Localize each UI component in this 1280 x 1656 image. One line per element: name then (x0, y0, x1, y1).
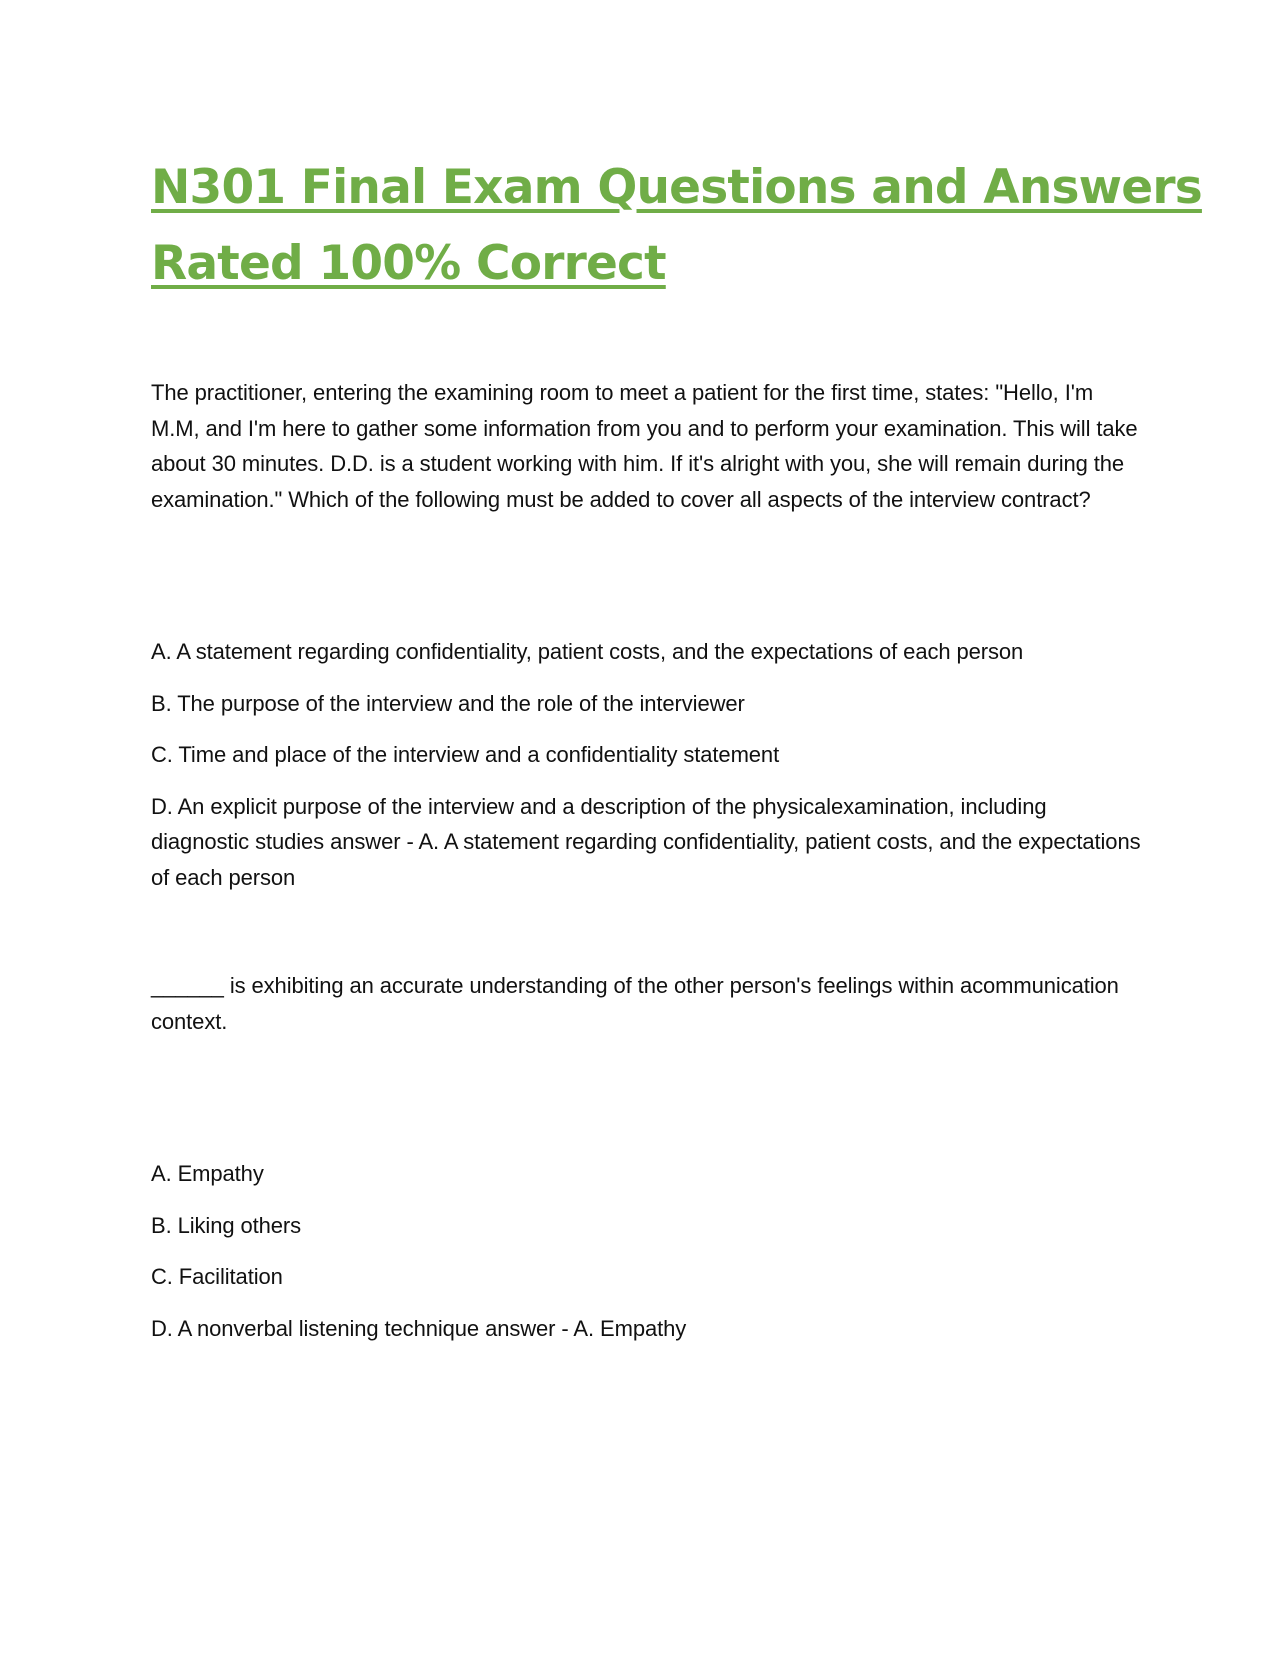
question-1-options (151, 634, 1141, 895)
title-line-2: Rated 100% Correct (151, 236, 666, 291)
q1-option-c: C. Time and place of the interview and a confidentiality statement (151, 742, 780, 767)
question-2-text: ______ is exhibiting an accurate understanding of the other person's feelings within acommunication context. (151, 973, 1119, 1034)
q1-answer: answer - A. A statement regarding confidentiality, patient costs, and the expectations of each person (151, 829, 1141, 890)
q1-option-d (151, 789, 1141, 896)
q1-option-a: A. A statement regarding confidentiality, patient costs, and the expectations of each person (151, 639, 1024, 664)
document-title (151, 150, 1202, 302)
q1-option-d-text: D. An explicit purpose of the interview and a description of the physicalexamination, including diagnostic studies (151, 793, 1047, 854)
question-2-options (151, 1156, 1141, 1346)
q2-answer: answer - A. Empathy (485, 1315, 687, 1341)
q1-option-b: B. The purpose of the interview and the role of the interviewer (151, 690, 745, 716)
document-page (151, 150, 1202, 1346)
q2-option-d-text: D. A nonverbal listening technique (151, 1315, 480, 1341)
question-1-text: The practitioner, entering the examining room to meet a patient for the first time, states: "Hello, I'm M.M, and I'm here to gather some information from you and to perform your examination. This will take about 30 minutes. D.D. is a student working with him. If it's alright with you, she will remain during the examination." Which of the following must be added to cover all aspects of the interview contract? (151, 380, 1138, 512)
q2-option-c: C. Facilitation (151, 1264, 283, 1289)
q2-option-a: A. Empathy (151, 1161, 264, 1186)
title-line-1: N301 Final Exam Questions and Answers (151, 160, 1202, 215)
q2-option-b: B. Liking others (151, 1212, 302, 1238)
q2-option-d (151, 1311, 1141, 1347)
